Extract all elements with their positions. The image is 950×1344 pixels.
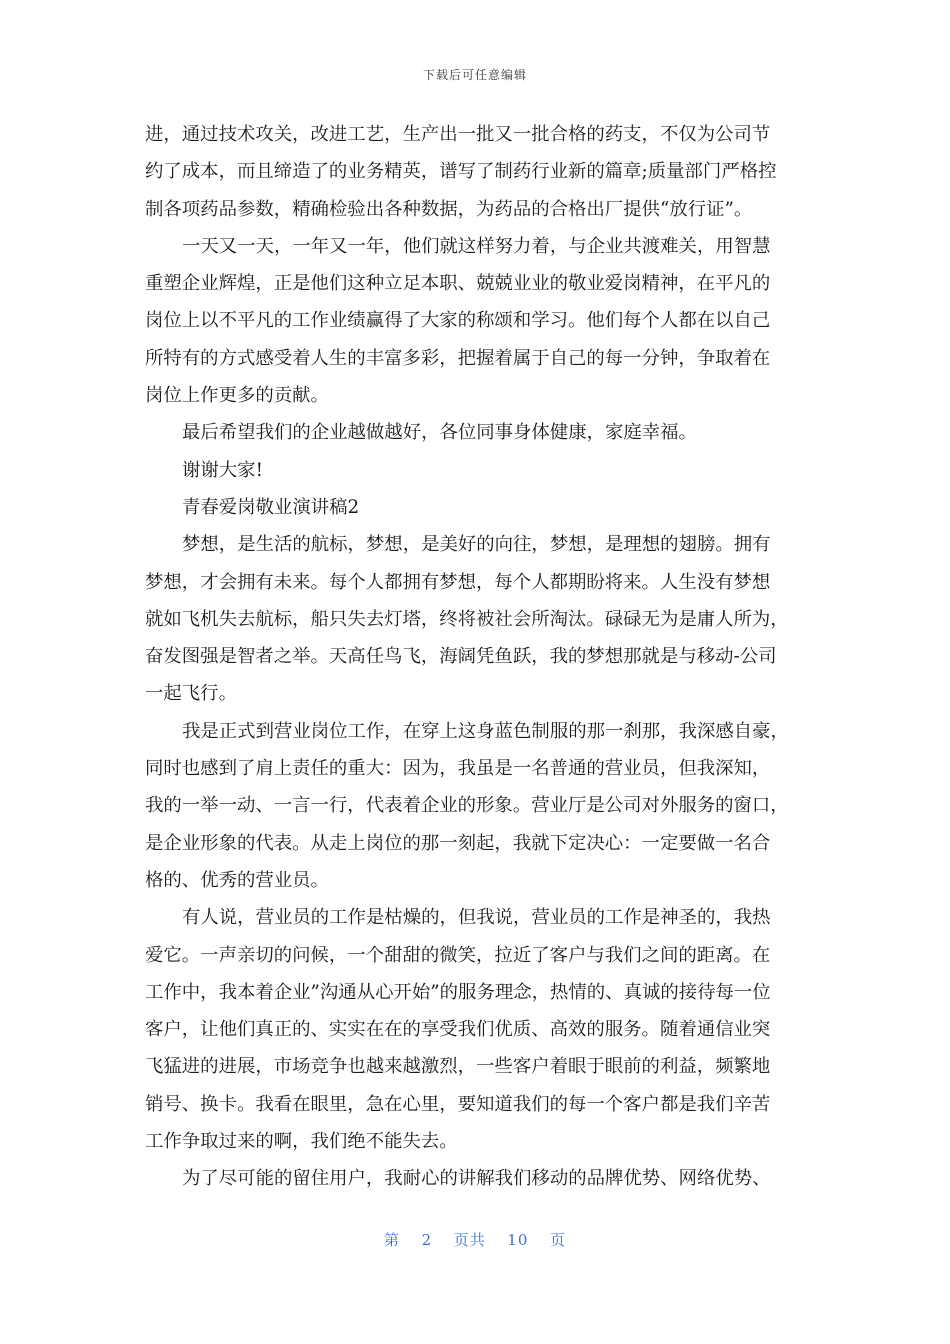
text-line: 我是正式到营业岗位工作，在穿上这身蓝色制服的那一刹那，我深感自豪， [182,720,789,742]
footer-page-number: 2 [421,1231,433,1249]
header-note: 下载后可任意编辑 [422,68,527,82]
page-footer [0,1229,950,1250]
footer-prefix: 第 [384,1231,401,1249]
text-line: 梦想，才会拥有未来。每个人都拥有梦想，每个人都期盼将来。人生没有梦想 [145,571,771,593]
text-line: 就如飞机失去航标，船只失去灯塔，终将被社会所淘汰。碌碌无为是庸人所为， [145,608,789,630]
text-line: 所特有的方式感受着人生的丰富多彩，把握着属于自己的每一分钟，争取着在 [145,347,771,369]
text-line: 青春爱岗敬业演讲稿2 [182,496,360,518]
text-line: 格的、优秀的营业员。 [145,869,329,891]
text-line: 谢谢大家! [182,459,263,481]
text-line: 最后希望我们的企业越做越好，各位同事身体健康，家庭幸福。 [182,422,697,444]
footer-total-pages: 10 [507,1231,529,1249]
text-line: 销号、换卡。我看在眼里，急在心里，要知道我们的每一个客户都是我们辛苦 [145,1093,771,1115]
text-line: 爱它。一声亲切的问候，一个甜甜的微笑，拉近了客户与我们之间的距离。在 [145,944,771,966]
text-line: 进，通过技术攻关，改进工艺，生产出一批又一批合格的药支，不仅为公司节 [145,124,771,145]
footer-middle: 页共 [453,1231,486,1249]
text-line: 岗位上作更多的贡献。 [145,385,329,407]
text-line: 我的一举一动、一言一行，代表着企业的形象。营业厅是公司对外服务的窗口， [145,795,789,817]
text-line: 有人说，营业员的工作是枯燥的，但我说，营业员的工作是神圣的，我热 [182,907,771,929]
text-line: 一起飞行。 [145,683,237,705]
text-line: 岗位上以不平凡的工作业绩赢得了大家的称颂和学习。他们每个人都在以自己 [145,310,771,332]
text-line: 梦想，是生活的航标，梦想，是美好的向往，梦想，是理想的翅膀。拥有 [182,534,771,556]
document-body [145,116,807,1198]
text-line: 为了尽可能的留住用户，我耐心的讲解我们移动的品牌优势、网络优势、 [182,1168,771,1190]
footer-suffix: 页 [549,1231,566,1249]
text-line: 奋发图强是智者之举。天高任鸟飞，海阔凭鱼跃，我的梦想那就是与移动-公司 [145,646,777,668]
text-line: 飞猛进的进展，市场竞争也越来越激烈，一些客户着眼于眼前的利益，频繁地 [145,1056,771,1078]
text-line: 约了成本，而且缔造了的业务精英，谱写了制药行业新的篇章;质量部门严格控 [145,161,777,183]
text-line: 重塑企业辉煌，正是他们这种立足本职、兢兢业业的敬业爱岗精神，在平凡的 [145,273,771,295]
text-line: 制各项药品参数，精确检验出各种数据，为药品的合格出厂提供“放行证”。 [145,198,753,220]
text-line: 同时也感到了肩上责任的重大：因为，我虽是一名普通的营业员，但我深知， [145,758,771,780]
text-line: 是企业形象的代表。从走上岗位的那一刻起，我就下定决心：一定要做一名合 [145,832,771,854]
text-line: 客户，让他们真正的、实实在在的享受我们优质、高效的服务。随着通信业突 [145,1019,771,1041]
text-line: 一天又一天，一年又一年，他们就这样努力着，与企业共渡难关，用智慧 [182,235,771,257]
text-line: 工作争取过来的啊，我们绝不能失去。 [145,1131,458,1153]
text-line: 工作中，我本着企业”沟通从心开始”的服务理念，热情的、真诚的接待每一位 [145,981,771,1003]
